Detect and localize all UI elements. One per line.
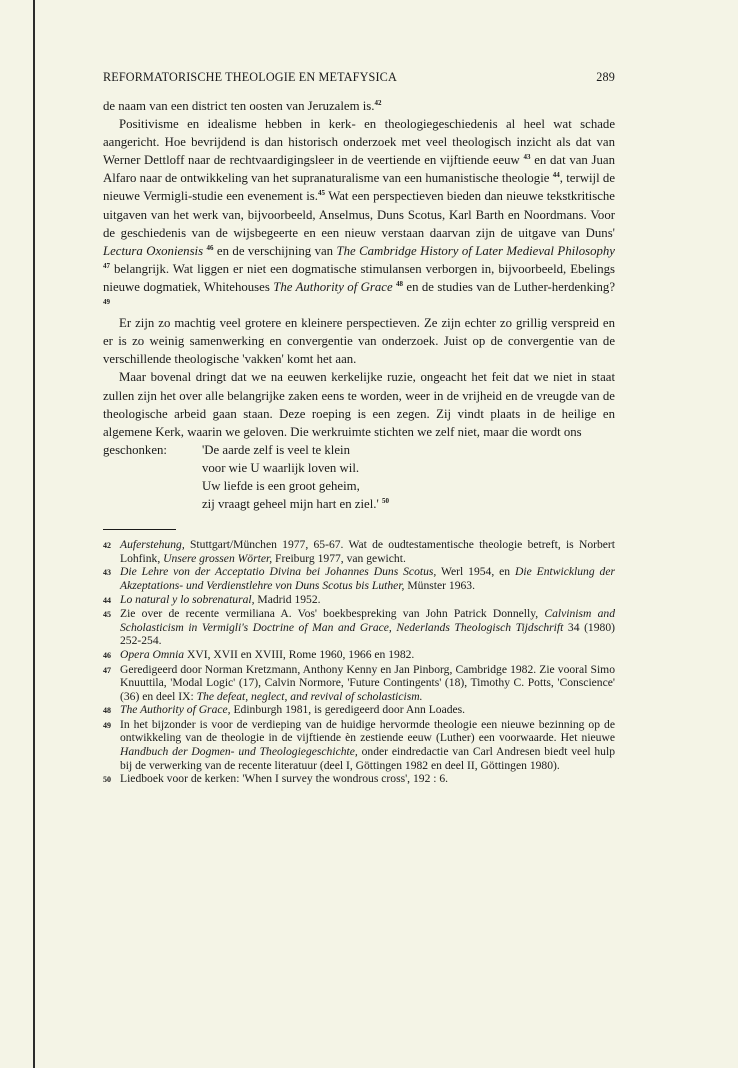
italic-title: Handbuch der Dogmen- und Theologiegeschichte, <box>120 745 358 759</box>
text-run: Positivisme en idealisme hebben in kerk- en theologiegeschiedenis al heel wat schade aangericht. Hoe bevrijdend is dan historisch onderzoek met veel theologisch inzicht als dat van Werner Dettloff naar de rechtvaardigingsleer in de veertiende en vijftiende eeuw <box>103 117 615 168</box>
text-run: de naam van een district ten oosten van Jeruzalem is. <box>103 99 375 113</box>
footnote-ref: 49 <box>103 298 110 307</box>
text-run: In het bijzonder is voor de verdieping van de huidige hervormde theologie een nieuwe bezinning op de ontwikkeling van de theologie in de vijftiende èn zestiende eeuw (Luther) een voorwaarde. Het nieuwe <box>120 717 615 745</box>
text-run: Edinburgh 1981, is geredigeerd door Ann Loades. <box>230 703 466 717</box>
italic-title: The Authority of Grace, <box>120 703 231 717</box>
italic-title: The Cambridge History of Later Medieval Philosophy <box>336 243 615 258</box>
italic-title: Opera Omnia <box>120 647 185 661</box>
footnote-42 <box>103 538 615 565</box>
footnote-48 <box>103 703 615 718</box>
italic-title: The defeat, neglect, and revival of scholasticism. <box>196 689 423 703</box>
text-run: XVI, XVII en XVIII, Rome 1960, 1966 en 1982. <box>184 647 415 661</box>
paragraph-4: Maar bovenal dringt dat we na eeuwen kerkelijke ruzie, ongeacht het feit dat we niet in staat zullen zijn het over alle belangrijke zaken eens te worden, weer in de vrijheid en de vreugde van de theologische arbeid gaan staan. Deze roeping is een zegen. Zij vindt plaats in de heilige en algemene Kerk, waarin we geloven. Die werkruimte stichten we zelf niet, maar die wordt ons <box>103 370 615 439</box>
text-run: belangrijk. Wat liggen er niet een dogmatische stimulansen verborgen in, bijvoorbeeld, Ebelings nieuwe dogmatiek, Whitehouses <box>103 261 615 294</box>
footnote-43 <box>103 565 615 592</box>
paragraph-1 <box>103 97 615 115</box>
footnote-47 <box>103 663 615 704</box>
footnote-number: 46 <box>103 650 111 660</box>
italic-title: Calvinism and Scholasticism in Vermigli's Doctrine of Man and Grace, Nederlands Theologisch Tijdschrift <box>120 607 616 634</box>
footnote-ref: 44 <box>552 171 560 180</box>
footnote-number: 43 <box>103 568 111 578</box>
text-run: Münster 1963. <box>404 578 475 592</box>
italic-title: Lectura Oxoniensis <box>103 243 204 258</box>
footnotes <box>103 538 615 787</box>
footnote-text <box>120 663 615 704</box>
footnote-number: 50 <box>103 775 111 785</box>
text-run: Zie over de recente vermiliana A. Vos' boekbespreking van John Patrick Donnelly, <box>120 607 545 621</box>
footnote-text <box>120 538 615 565</box>
footnote-number: 44 <box>103 595 111 605</box>
paragraph-2 <box>103 115 615 314</box>
footnote-number: 48 <box>103 706 111 716</box>
footnote-ref: 43 <box>523 153 531 162</box>
italic-title: Unsere grossen Wörter, <box>163 551 273 565</box>
footnote-49 <box>103 718 615 772</box>
verse-line: Uw liefde is een groot geheim, <box>202 478 360 493</box>
footnote-ref: 46 <box>206 243 214 252</box>
page-spine-line <box>33 0 35 1068</box>
footnote-45 <box>103 607 615 648</box>
text-run: Madrid 1952. <box>254 592 321 606</box>
text-run: en de studies van de Luther-herdenking? <box>403 279 615 294</box>
footnote-text <box>120 565 615 592</box>
footnote-divider <box>103 529 176 530</box>
footnote-ref: 42 <box>374 99 382 107</box>
italic-title: Lo natural y lo sobrenatural, <box>120 592 255 606</box>
text-run: Werl 1954, en <box>436 565 516 579</box>
verse-line: 'De aarde zelf is veel te klein <box>202 442 350 457</box>
italic-title: Die Lehre von der Acceptatio Divina bei Johannes Duns Scotus, <box>120 565 437 579</box>
italic-title: Die Entwicklung der Akzeptations- und Verdienstlehre von Duns Scotus bis Luther, <box>120 565 615 592</box>
text-run: 34 (1980) 252-254. <box>120 620 615 648</box>
text-run: Stuttgart/München 1977, 65-67. Wat de oudtestamentische theologie betreft, is Norbert Lohfink, <box>120 538 615 565</box>
text-run: , terwijl de nieuwe Vermigli-studie een evenement is. <box>103 171 615 204</box>
footnote-text <box>120 718 615 772</box>
text-run: Wat een perspectieven bieden dan nieuwe tekstkritische uitgaven van het werk van, bijvoorbeeld, Anselmus, Duns Scotus, Karl Barth en Noordmans. Voor de geschiedenis van de wijsbegeerte en een nieuw verstaan daarvan zijn de uitgave van Duns' <box>103 189 615 240</box>
footnote-text: Liedboek voor de kerken: 'When I survey the wondrous cross', 192 : 6. <box>120 772 449 786</box>
text-run: onder eindredactie van Carl Andresen biedt veel hulp bij de verwerking van de recente literatuur (deel I, Göttingen 1982 en deel II, Göttingen 1980). <box>120 745 615 772</box>
footnote-number: 47 <box>103 665 111 675</box>
text-run: en dat van Juan Alfaro naar de ontwikkeling van het supranaturalisme van een humanistische theologie <box>103 153 615 186</box>
footnote-44 <box>103 593 615 608</box>
footnote-number: 42 <box>103 541 111 551</box>
hymn-quote <box>103 441 615 513</box>
paragraph-3: Er zijn zo machtig veel grotere en kleinere perspectieven. Ze zijn echter zo grillig verspreid en er is zo weinig samenwerking en convergentie van onderzoek. Juist op de convergentie van de verschillende theologische 'vakken' komt het aan. <box>103 316 615 367</box>
page-number: 289 <box>596 70 615 84</box>
footnote-text <box>120 648 615 663</box>
footnote-50 <box>103 772 615 787</box>
footnote-46 <box>103 648 615 663</box>
footnote-number: 49 <box>103 720 111 730</box>
text-run: Geredigeerd door Norman Kretzmann, Anthony Kenny en Jan Pinborg, Cambridge 1982. Zie vooral Simo Knuuttila, 'Modal Logic' (17), Calvin Normore, 'Future Contingents' (18), Timothy C. Potts, 'Conscience' (36) en deel IX: <box>120 662 615 703</box>
running-title: REFORMATORISCHE THEOLOGIE EN METAFYSICA <box>103 70 397 84</box>
footnote-text <box>120 703 615 718</box>
main-text <box>103 97 615 513</box>
footnote-ref: 50 <box>381 497 389 506</box>
footnote-text <box>120 607 615 648</box>
footnote-text <box>120 593 615 608</box>
footnote-ref: 45 <box>318 189 325 198</box>
verse-line <box>202 495 615 513</box>
running-header <box>103 70 615 85</box>
italic-title: Auferstehung, <box>120 538 185 552</box>
text-run: Freiburg 1977, van gewicht. <box>272 551 406 565</box>
verse-line: voor wie U waarlijk loven wil. <box>202 460 360 475</box>
book-page <box>103 70 615 787</box>
verse-text: zij vraagt geheel mijn hart en ziel.' <box>202 497 379 512</box>
footnote-ref: 48 <box>396 279 404 288</box>
verse-lead: geschonken: <box>103 442 167 457</box>
footnote-number: 45 <box>103 610 111 620</box>
italic-title: The Authority of Grace <box>273 279 393 294</box>
verse-lines <box>202 441 615 513</box>
footnote-ref: 47 <box>103 261 110 270</box>
text-run: en de verschijning van <box>213 243 337 258</box>
